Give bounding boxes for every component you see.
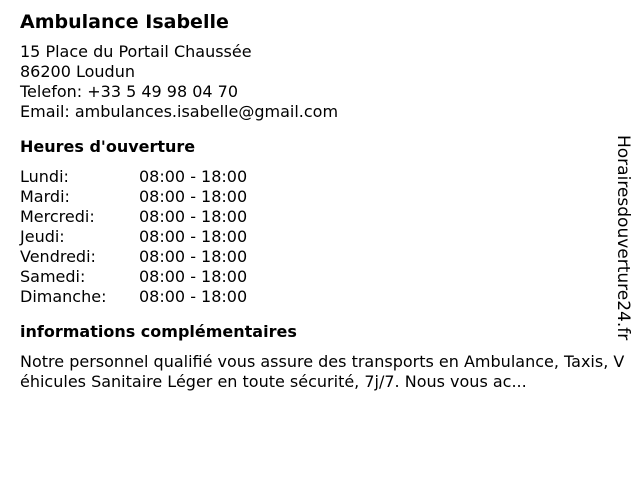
- hours-row-lundi: [20, 167, 610, 187]
- day-label: Jeudi:: [20, 227, 65, 246]
- address-line-1: 15 Place du Portail Chaussée: [20, 42, 252, 61]
- day-label: Dimanche:: [20, 287, 107, 306]
- time-range: 08:00 - 18:00: [139, 287, 248, 306]
- time-range: 08:00 - 18:00: [139, 207, 248, 226]
- hours-row-vendredi: [20, 247, 610, 267]
- phone-number: Telefon: +33 5 49 98 04 70: [20, 82, 239, 101]
- time-range: 08:00 - 18:00: [139, 167, 248, 186]
- hours-row-samedi: [20, 267, 610, 287]
- day-label: Mercredi:: [20, 207, 95, 226]
- hours-row-dimanche: [20, 287, 610, 307]
- info-heading: informations complémentaires: [20, 322, 297, 341]
- info-description: Notre personnel qualifié vous assure des transports en Ambulance, Taxis, Véhicules Sanitaire Léger en toute sécurité, 7j/7. Nous vous ac...: [20, 352, 625, 391]
- business-name: Ambulance Isabelle: [20, 11, 229, 33]
- day-label: Mardi:: [20, 187, 70, 206]
- hours-row-mardi: [20, 187, 610, 207]
- email-address: Email: ambulances.isabelle@gmail.com: [20, 102, 339, 121]
- time-range: 08:00 - 18:00: [139, 227, 248, 246]
- hours-table: [20, 167, 610, 307]
- time-range: 08:00 - 18:00: [139, 247, 248, 266]
- hours-heading: Heures d'ouverture: [20, 137, 196, 156]
- day-label: Lundi:: [20, 167, 69, 186]
- day-label: Vendredi:: [20, 247, 96, 266]
- address-line-2: 86200 Loudun: [20, 62, 135, 81]
- time-range: 08:00 - 18:00: [139, 187, 248, 206]
- hours-row-jeudi: [20, 227, 610, 247]
- hours-row-mercredi: [20, 207, 610, 227]
- day-label: Samedi:: [20, 267, 86, 286]
- address-block: [20, 42, 610, 122]
- time-range: 08:00 - 18:00: [139, 267, 248, 286]
- site-watermark: Horairesdouverture24.fr: [613, 135, 633, 341]
